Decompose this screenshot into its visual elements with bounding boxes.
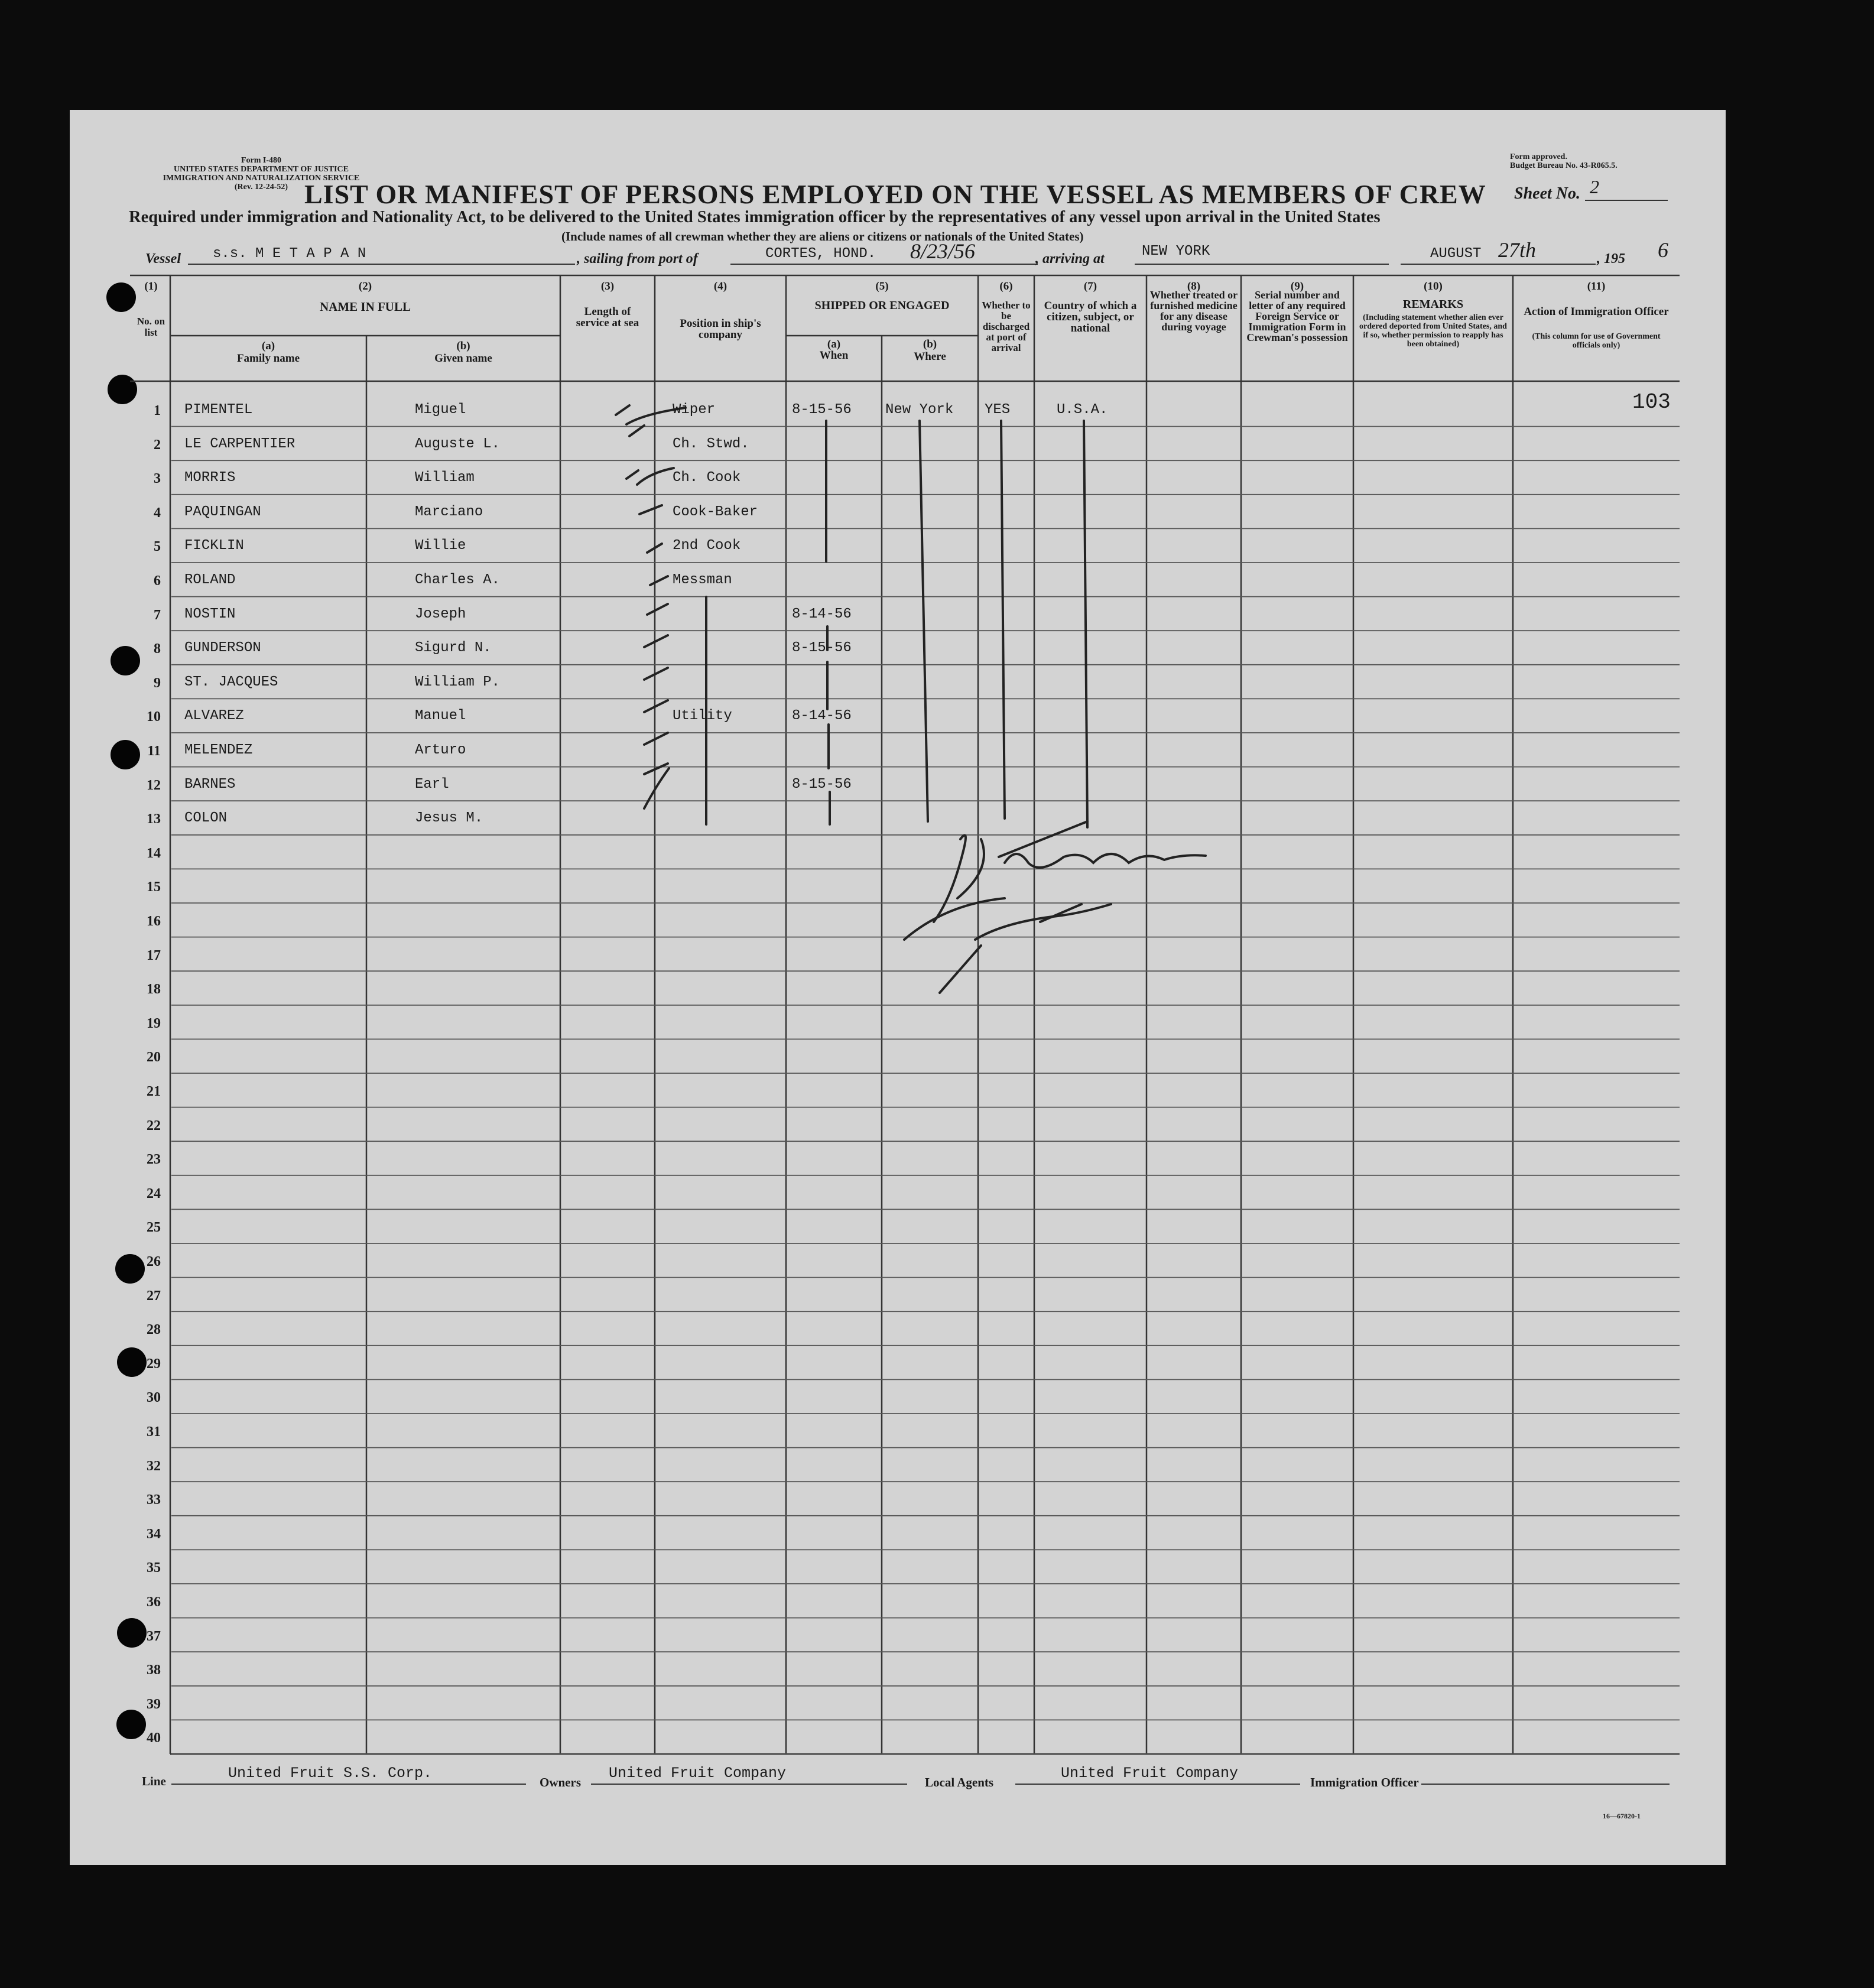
row-number: 37 xyxy=(147,1628,161,1644)
row-number: 30 xyxy=(147,1390,161,1406)
vessel-label: Vessel xyxy=(145,251,181,267)
row-number: 8 xyxy=(154,641,161,657)
form-title: LIST OR MANIFEST OF PERSONS EMPLOYED ON THE VESSEL AS MEMBERS OF CREW xyxy=(304,179,1486,209)
form-number: Form I-480 xyxy=(241,156,282,165)
row-number: 9 xyxy=(154,675,161,691)
row-number: 5 xyxy=(154,539,161,555)
cell-family: COLON xyxy=(184,810,228,827)
cell-family: PIMENTEL xyxy=(184,402,253,418)
col2b-header: Given name xyxy=(434,352,492,365)
cell-given: Arturo xyxy=(415,742,466,758)
form-revision: (Rev. 12-24-52) xyxy=(234,183,288,191)
owners-underline xyxy=(591,1784,907,1785)
cell-position: Ch. Cook xyxy=(673,470,741,486)
form-subtitle: Required under immigration and Nationality Act, to be delivered to the United States immigration officer by the representatives of any vessel upon arrival in the United States xyxy=(129,208,1381,226)
cell-given: Willie xyxy=(415,538,466,554)
stamp-number: 103 xyxy=(1632,390,1671,414)
row-number: 33 xyxy=(147,1492,161,1508)
row-number: 28 xyxy=(147,1322,161,1338)
row-number: 27 xyxy=(147,1288,161,1304)
cell-given: Auguste L. xyxy=(415,436,501,452)
col5-header: SHIPPED OR ENGAGED xyxy=(814,299,950,312)
cell-family: BARNES xyxy=(184,776,236,792)
cell-family: ST. JACQUES xyxy=(184,674,278,690)
cell-position: 2nd Cook xyxy=(673,538,741,554)
row-number: 22 xyxy=(147,1118,161,1133)
cell-family: LE CARPENTIER xyxy=(184,436,295,452)
line-underline xyxy=(171,1784,526,1785)
row-number: 20 xyxy=(147,1050,161,1066)
col7-number: (7) xyxy=(1083,280,1097,293)
row-number: 24 xyxy=(147,1185,161,1201)
arriving-label: , arriving at xyxy=(1035,251,1105,267)
arrival-month: AUGUST xyxy=(1430,246,1482,262)
cell-family: GUNDERSON xyxy=(184,640,261,657)
row-number: 1 xyxy=(154,403,161,418)
department-name: UNITED STATES DEPARTMENT OF JUSTICE xyxy=(174,165,349,174)
cell-family: MELENDEZ xyxy=(184,742,253,758)
row-number: 13 xyxy=(147,811,161,827)
agents-value: United Fruit Company xyxy=(1061,1765,1239,1782)
col2a-number: (a) xyxy=(261,340,275,352)
row-number: 18 xyxy=(147,982,161,998)
cell-given: Jesus M. xyxy=(415,810,483,827)
row-number: 32 xyxy=(147,1458,161,1474)
row-number: 6 xyxy=(154,573,161,589)
col11-number: (11) xyxy=(1587,280,1606,293)
row-number: 29 xyxy=(147,1356,161,1372)
cell-when: 8-15-56 xyxy=(792,402,852,418)
cell-position: Messman xyxy=(673,572,732,588)
col7-header: Country of which a citizen, subject, or national xyxy=(1044,300,1137,334)
col6-header: Whether to be discharged at port of arrival xyxy=(982,300,1031,353)
cell-given: Joseph xyxy=(415,606,466,622)
arrival-port: NEW YORK xyxy=(1142,243,1210,259)
row-number: 38 xyxy=(147,1662,161,1678)
cell-when: 8-14-56 xyxy=(792,708,852,725)
col10-note: (Including statement whether alien ever ordered deported from United States, and if so, whether permission to reapply has been obtained) xyxy=(1359,313,1507,349)
sailing-port: CORTES, HOND. xyxy=(765,246,876,262)
row-number: 16 xyxy=(147,914,161,929)
agents-label: Local Agents xyxy=(925,1775,994,1789)
cell-given: Earl xyxy=(415,776,449,792)
col8-number: (8) xyxy=(1187,280,1201,293)
row-number: 10 xyxy=(147,709,161,725)
col4-number: (4) xyxy=(713,280,727,293)
row-number: 12 xyxy=(147,777,161,793)
owners-label: Owners xyxy=(540,1775,581,1789)
row-number: 7 xyxy=(154,607,161,623)
row-number: 21 xyxy=(147,1084,161,1099)
approval-line: Form approved. xyxy=(1510,152,1567,161)
col2-header: NAME IN FULL xyxy=(319,300,411,314)
col8-header: Whether treated or furnished medicine for any disease during voyage xyxy=(1149,289,1238,333)
col5a-number: (a) xyxy=(827,338,841,350)
col1-header: No. on list xyxy=(137,316,165,338)
cell-family: ROLAND xyxy=(184,572,236,588)
col3-header: Length of service at sea xyxy=(576,306,639,329)
form-note: (Include names of all crewman whether they are aliens or citizens or nationals of the United States) xyxy=(561,229,1084,243)
year-suffix: 6 xyxy=(1658,238,1668,262)
cell-discharged: YES xyxy=(985,402,1011,418)
cell-given: William P. xyxy=(415,674,501,690)
cell-given: Manuel xyxy=(415,708,466,725)
row-number: 17 xyxy=(147,947,161,963)
arrival-day: 27th xyxy=(1498,238,1537,262)
row-number: 19 xyxy=(147,1015,161,1031)
sheet-number: 2 xyxy=(1590,176,1599,197)
service-name: IMMIGRATION AND NATURALIZATION SERVICE xyxy=(163,174,360,183)
col9-header: Serial number and letter of any required Foreign Service or Immigration Form in Crewman's possession xyxy=(1246,289,1348,343)
col2a-header: Family name xyxy=(236,352,300,365)
col6-number: (6) xyxy=(999,280,1013,293)
vessel-name: s.s. M E T A P A N xyxy=(213,246,366,262)
row-number: 3 xyxy=(154,471,161,487)
row-number: 39 xyxy=(147,1696,161,1712)
sailing-date: 8/23/56 xyxy=(910,239,976,263)
row-number: 23 xyxy=(147,1152,161,1168)
officer-label: Immigration Officer xyxy=(1310,1775,1419,1789)
cell-given: Miguel xyxy=(415,402,466,418)
cell-position: Cook-Baker xyxy=(673,504,758,520)
cell-given: William xyxy=(415,470,475,486)
owners-value: United Fruit Company xyxy=(609,1765,787,1782)
cell-when: 8-15-56 xyxy=(792,640,852,657)
col9-number: (9) xyxy=(1290,280,1304,293)
cell-given: Marciano xyxy=(415,504,483,520)
row-number: 25 xyxy=(147,1220,161,1236)
row-number: 36 xyxy=(147,1594,161,1610)
cell-given: Sigurd N. xyxy=(415,640,492,657)
footer-form-code: 16—67820-1 xyxy=(1603,1812,1641,1820)
cell-given: Charles A. xyxy=(415,572,501,588)
row-number: 31 xyxy=(147,1424,161,1440)
row-number: 11 xyxy=(147,743,161,759)
row-number: 4 xyxy=(154,505,161,521)
year-prefix: , 195 xyxy=(1597,251,1625,267)
row-number: 15 xyxy=(147,879,161,895)
sailing-label: , sailing from port of xyxy=(577,251,698,267)
cell-family: ALVAREZ xyxy=(184,708,244,725)
row-number: 35 xyxy=(147,1560,161,1576)
sheet-label: Sheet No. xyxy=(1514,184,1580,203)
col2b-number: (b) xyxy=(456,340,470,352)
col3-number: (3) xyxy=(600,280,615,293)
budget-bureau-number: Budget Bureau No. 43-R065.5. xyxy=(1510,161,1618,170)
cell-family: NOSTIN xyxy=(184,606,236,622)
row-number: 40 xyxy=(147,1730,161,1746)
cell-family: MORRIS xyxy=(184,470,236,486)
col2-number: (2) xyxy=(358,280,372,293)
cell-position: Utility xyxy=(673,708,732,725)
cell-family: FICKLIN xyxy=(184,538,244,554)
row-number: 2 xyxy=(154,437,161,453)
line-value: United Fruit S.S. Corp. xyxy=(228,1765,433,1782)
col10-number: (10) xyxy=(1424,280,1443,293)
row-number: 14 xyxy=(147,845,161,861)
col4-header: Position in ship's company xyxy=(680,317,761,341)
col10-header: REMARKS xyxy=(1402,298,1464,311)
col11-note: (This column for use of Government officials only) xyxy=(1532,332,1661,350)
agents-underline xyxy=(1015,1784,1300,1785)
cell-where: New York xyxy=(885,402,954,418)
cell-when: 8-15-56 xyxy=(792,776,852,792)
row-number: 26 xyxy=(147,1254,161,1269)
cell-country: U.S.A. xyxy=(1057,402,1108,418)
col1-number: (1) xyxy=(144,280,158,293)
cell-position: Wiper xyxy=(673,402,716,418)
col11-header: Action of Immigration Officer xyxy=(1524,306,1669,318)
col5b-number: (b) xyxy=(923,338,937,350)
cell-position: Ch. Stwd. xyxy=(673,436,749,452)
officer-underline xyxy=(1421,1784,1670,1785)
cell-family: PAQUINGAN xyxy=(184,504,261,520)
col5b-header: Where xyxy=(914,350,946,363)
row-number: 34 xyxy=(147,1526,161,1542)
line-label: Line xyxy=(142,1774,166,1788)
cell-when: 8-14-56 xyxy=(792,606,852,622)
col5a-header: When xyxy=(819,349,849,362)
col5-number: (5) xyxy=(875,280,889,293)
